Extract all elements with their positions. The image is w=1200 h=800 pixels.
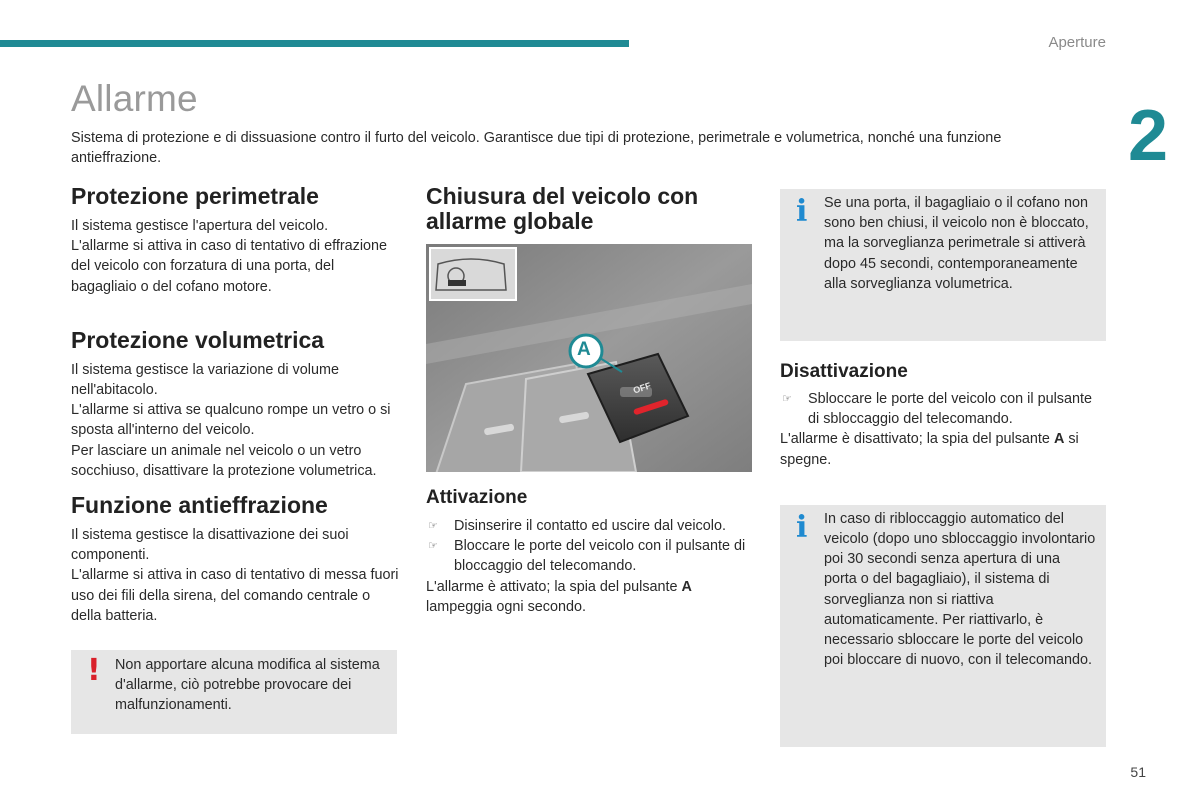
hand-pointer-icon: ☞ bbox=[428, 520, 438, 532]
column-right bbox=[780, 189, 1106, 747]
heading-chiusura-allarme: Chiusura del veicolo con allarme globale bbox=[426, 183, 699, 234]
hand-pointer-icon: ☞ bbox=[782, 393, 792, 405]
warning-box bbox=[71, 650, 397, 734]
list-item: ☞ Sbloccare le porte del veicolo con il pulsante di sbloccaggio del telecomando. bbox=[782, 391, 1092, 428]
chapter-number: 2 bbox=[1128, 96, 1169, 176]
attivazione-steps bbox=[426, 516, 754, 577]
header-accent-bar bbox=[0, 40, 629, 47]
list-item: ☞ Bloccare le porte del veicolo con il pulsante di bloccaggio del telecomando. bbox=[428, 538, 746, 575]
heading-funzione-antieffrazione: Funzione antieffrazione bbox=[71, 492, 328, 519]
warning-text: Non apportare alcuna modifica al sistema d'allarme, ciò potrebbe provocare dei malfunzionamenti. bbox=[115, 657, 380, 714]
attivazione-result: L'allarme è attivato; la spia del pulsante A lampeggia ogni secondo. bbox=[426, 578, 692, 615]
list-item: ☞ Disinserire il contatto ed uscire dal veicolo. bbox=[426, 516, 754, 536]
info-text-porta-non-chiusa: Se una porta, il bagagliaio o il cofano non sono ben chiusi, il veicolo non è bloccato, ma la sorveglianza perimetrale si attiverà dopo 45 secondi, contemporaneamente alla sorveglianza volumetrica. bbox=[824, 195, 1089, 292]
page-title: Allarme bbox=[71, 78, 198, 119]
column-left bbox=[71, 184, 399, 734]
text-protezione-volumetrica: Il sistema gestisce la variazione di volume nell'abitacolo. L'allarme si attiva se qualcuno rompe un vetro o si sposta all'interno del veicolo. Per lasciare un animale nel veicolo o un vetro socchiuso, disattivare la protezione volumetrica. bbox=[71, 361, 391, 479]
heading-protezione-perimetrale: Protezione perimetrale bbox=[71, 183, 319, 209]
info-box-porta-non-chiusa bbox=[780, 189, 1106, 341]
info-icon: i bbox=[796, 194, 808, 229]
warning-icon: ! bbox=[87, 653, 101, 689]
text-funzione-antieffrazione: Il sistema gestisce la disattivazione dei suoi componenti. L'allarme si attiva in caso di tentativo di messa fuori uso dei fili della sirena, del comando centrale o della batteria. bbox=[71, 527, 399, 624]
hand-pointer-icon: ☞ bbox=[428, 540, 438, 553]
page-number: 51 bbox=[1130, 764, 1146, 780]
disattivazione-result: L'allarme è disattivato; la spia del pulsante A si spegne. bbox=[780, 431, 1079, 468]
info-text-ribloccaggio: In caso di ribloccaggio automatico del veicolo (dopo uno sbloccaggio involontario poi 30 secondi senza apertura di una porta o del bagagliaio), il sistema di sorveglianza non si riattiva automaticamente. Per riattivarlo, è necessario sbloccare le porte del veicolo poi bloccare di nuovo, con il telecomando. bbox=[824, 510, 1096, 669]
heading-disattivazione: Disattivazione bbox=[780, 361, 908, 382]
alarm-button-photo bbox=[426, 244, 752, 472]
info-box-ribloccaggio bbox=[780, 505, 1106, 747]
section-name: Aperture bbox=[1048, 34, 1106, 51]
off-label: OFF bbox=[631, 380, 653, 396]
button-a-label: A bbox=[577, 339, 591, 360]
heading-protezione-volumetrica: Protezione volumetrica bbox=[71, 326, 325, 353]
disattivazione-steps bbox=[780, 389, 1106, 429]
intro-paragraph: Sistema di protezione e di dissuasione contro il furto del veicolo. Garantisce due tipi di protezione, perimetrale e volumetrica, nonché una funzione antieffrazione. bbox=[71, 130, 1002, 166]
text-protezione-perimetrale: Il sistema gestisce l'apertura del veicolo. L'allarme si attiva in caso di tentativo di effrazione del veicolo con forzatura di una porta, del bagagliaio o del cofano motore. bbox=[71, 218, 388, 295]
info-icon: i bbox=[796, 509, 808, 545]
heading-attivazione: Attivazione bbox=[426, 487, 528, 508]
column-middle bbox=[426, 184, 754, 617]
